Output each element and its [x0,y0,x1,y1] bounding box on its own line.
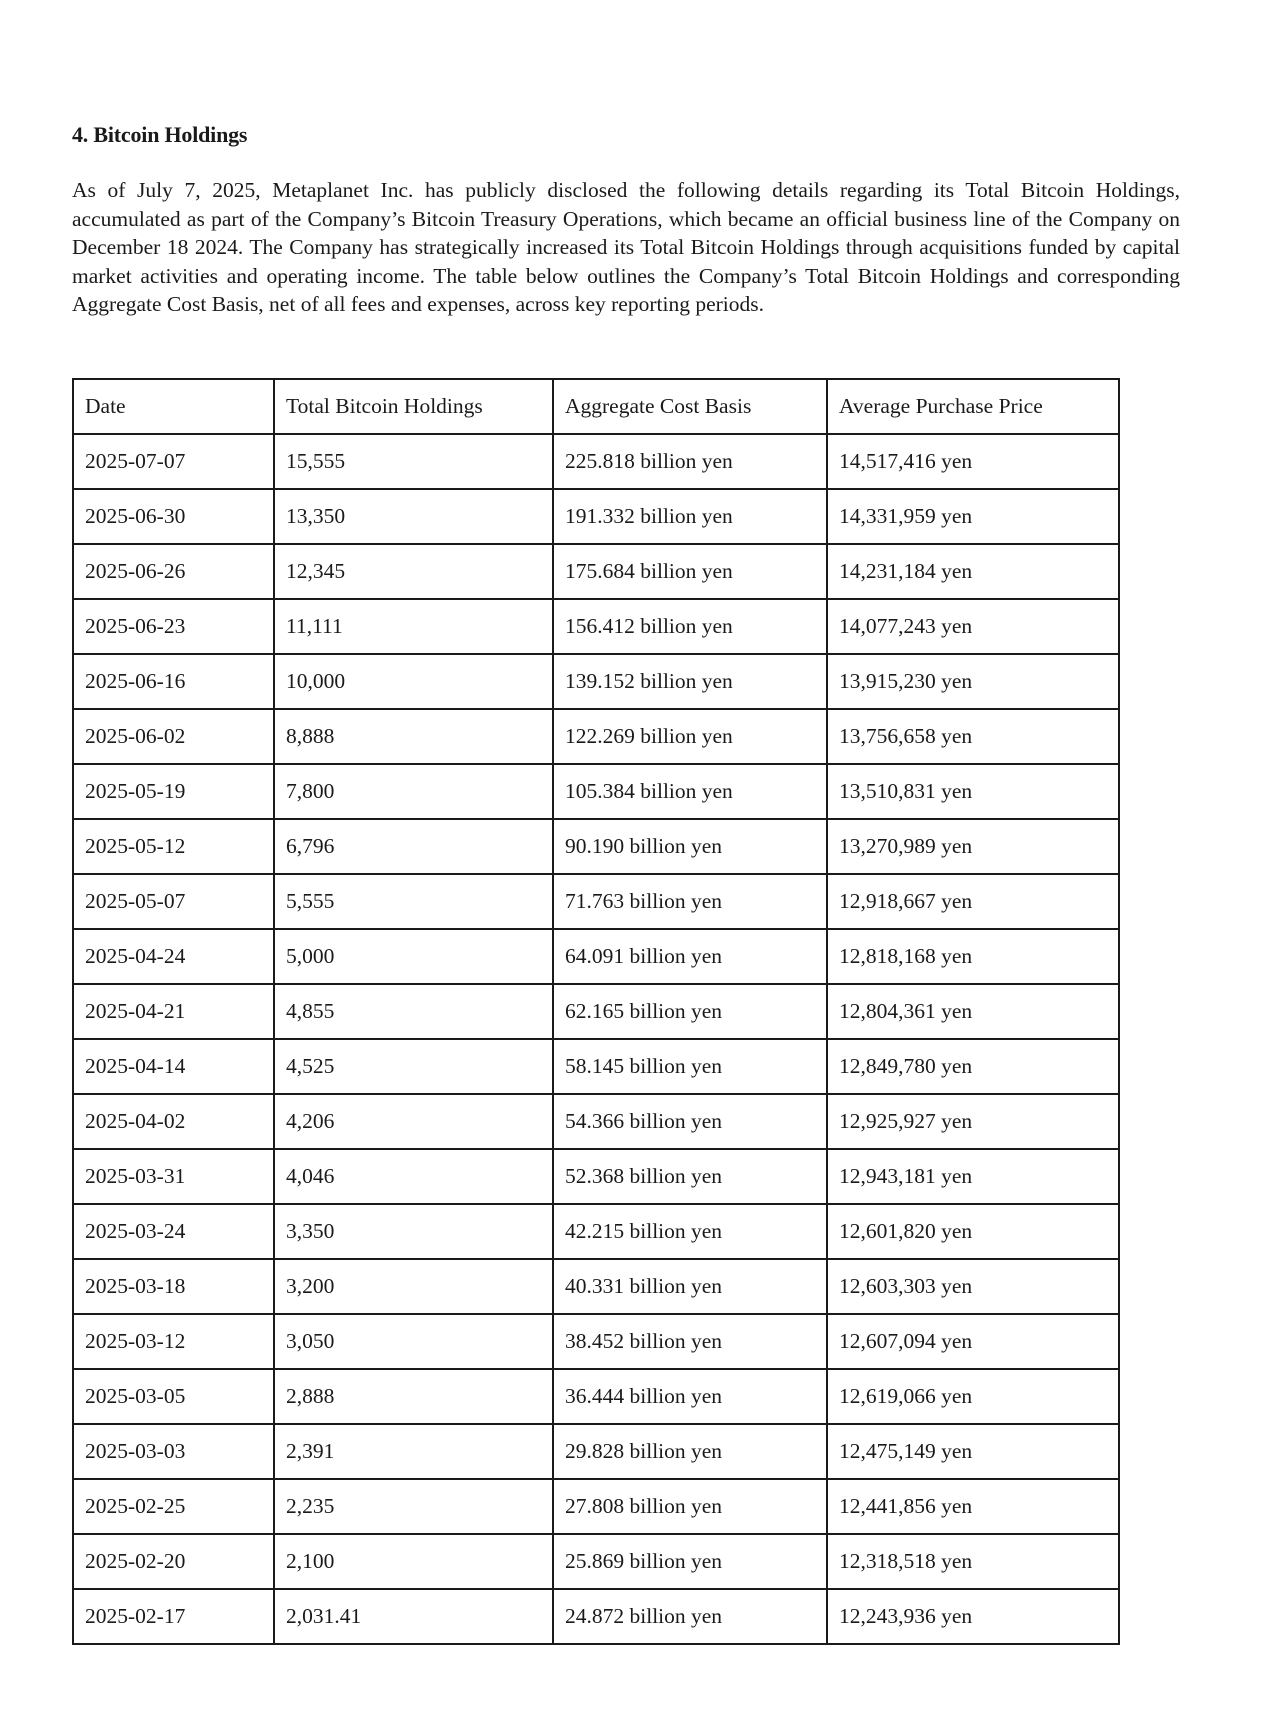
cell-date: 2025-05-12 [73,819,274,874]
table-body [73,434,1119,1644]
table-header-row [73,379,1119,434]
cell-date: 2025-06-30 [73,489,274,544]
cell-aggregate-cost-basis: 36.444 billion yen [553,1369,827,1424]
table-row [73,1094,1119,1149]
table-row [73,654,1119,709]
table-row [73,1149,1119,1204]
cell-average-purchase-price: 12,603,303 yen [827,1259,1119,1314]
table-row [73,764,1119,819]
cell-date: 2025-06-26 [73,544,274,599]
cell-total-bitcoin-holdings: 12,345 [274,544,553,599]
cell-average-purchase-price: 13,915,230 yen [827,654,1119,709]
header-aggregate-cost-basis: Aggregate Cost Basis [553,379,827,434]
cell-aggregate-cost-basis: 64.091 billion yen [553,929,827,984]
cell-total-bitcoin-holdings: 2,100 [274,1534,553,1589]
cell-date: 2025-06-23 [73,599,274,654]
section-title: 4. Bitcoin Holdings [72,122,248,147]
cell-total-bitcoin-holdings: 10,000 [274,654,553,709]
cell-average-purchase-price: 14,331,959 yen [827,489,1119,544]
cell-total-bitcoin-holdings: 8,888 [274,709,553,764]
table-row [73,1479,1119,1534]
cell-aggregate-cost-basis: 58.145 billion yen [553,1039,827,1094]
cell-date: 2025-03-31 [73,1149,274,1204]
cell-average-purchase-price: 12,441,856 yen [827,1479,1119,1534]
table-row [73,599,1119,654]
cell-average-purchase-price: 13,510,831 yen [827,764,1119,819]
cell-aggregate-cost-basis: 225.818 billion yen [553,434,827,489]
cell-date: 2025-02-20 [73,1534,274,1589]
cell-date: 2025-06-02 [73,709,274,764]
cell-total-bitcoin-holdings: 4,855 [274,984,553,1039]
cell-aggregate-cost-basis: 29.828 billion yen [553,1424,827,1479]
cell-total-bitcoin-holdings: 3,350 [274,1204,553,1259]
cell-date: 2025-03-03 [73,1424,274,1479]
cell-total-bitcoin-holdings: 3,050 [274,1314,553,1369]
cell-aggregate-cost-basis: 27.808 billion yen [553,1479,827,1534]
cell-aggregate-cost-basis: 42.215 billion yen [553,1204,827,1259]
cell-average-purchase-price: 12,601,820 yen [827,1204,1119,1259]
cell-average-purchase-price: 14,517,416 yen [827,434,1119,489]
cell-date: 2025-07-07 [73,434,274,489]
cell-average-purchase-price: 12,475,149 yen [827,1424,1119,1479]
cell-aggregate-cost-basis: 54.366 billion yen [553,1094,827,1149]
cell-date: 2025-05-07 [73,874,274,929]
table-row [73,1039,1119,1094]
document-page [72,122,1180,319]
table-row [73,1204,1119,1259]
cell-total-bitcoin-holdings: 2,391 [274,1424,553,1479]
table-row [73,489,1119,544]
bitcoin-holdings-table [72,378,1120,1645]
table-row [73,434,1119,489]
cell-average-purchase-price: 12,607,094 yen [827,1314,1119,1369]
cell-aggregate-cost-basis: 52.368 billion yen [553,1149,827,1204]
cell-total-bitcoin-holdings: 4,525 [274,1039,553,1094]
cell-date: 2025-03-24 [73,1204,274,1259]
table-row [73,1424,1119,1479]
cell-total-bitcoin-holdings: 5,000 [274,929,553,984]
table-row [73,1259,1119,1314]
cell-aggregate-cost-basis: 156.412 billion yen [553,599,827,654]
cell-date: 2025-04-14 [73,1039,274,1094]
cell-average-purchase-price: 12,243,936 yen [827,1589,1119,1644]
header-total-bitcoin-holdings: Total Bitcoin Holdings [274,379,553,434]
cell-aggregate-cost-basis: 40.331 billion yen [553,1259,827,1314]
cell-date: 2025-06-16 [73,654,274,709]
cell-aggregate-cost-basis: 122.269 billion yen [553,709,827,764]
cell-average-purchase-price: 12,804,361 yen [827,984,1119,1039]
cell-date: 2025-03-05 [73,1369,274,1424]
table-row [73,1589,1119,1644]
cell-total-bitcoin-holdings: 2,235 [274,1479,553,1534]
cell-total-bitcoin-holdings: 15,555 [274,434,553,489]
cell-aggregate-cost-basis: 62.165 billion yen [553,984,827,1039]
cell-average-purchase-price: 13,270,989 yen [827,819,1119,874]
cell-aggregate-cost-basis: 105.384 billion yen [553,764,827,819]
table-row [73,929,1119,984]
table-row [73,984,1119,1039]
table-row [73,1534,1119,1589]
cell-average-purchase-price: 14,231,184 yen [827,544,1119,599]
cell-total-bitcoin-holdings: 4,046 [274,1149,553,1204]
cell-date: 2025-03-18 [73,1259,274,1314]
table-row [73,1369,1119,1424]
table-row [73,544,1119,599]
cell-total-bitcoin-holdings: 11,111 [274,599,553,654]
cell-aggregate-cost-basis: 90.190 billion yen [553,819,827,874]
cell-aggregate-cost-basis: 38.452 billion yen [553,1314,827,1369]
cell-aggregate-cost-basis: 25.869 billion yen [553,1534,827,1589]
cell-date: 2025-05-19 [73,764,274,819]
header-date: Date [73,379,274,434]
cell-aggregate-cost-basis: 139.152 billion yen [553,654,827,709]
cell-average-purchase-price: 12,925,927 yen [827,1094,1119,1149]
cell-average-purchase-price: 12,619,066 yen [827,1369,1119,1424]
cell-average-purchase-price: 13,756,658 yen [827,709,1119,764]
intro-paragraph: As of July 7, 2025, Metaplanet Inc. has publicly disclosed the following details regarding its Total Bitcoin Holdings, accumulated as part of the Company’s Bitcoin Treasury Operations, which became an official business line of the Company on December 18 2024. The Company has strategically increased its Total Bitcoin Holdings through acquisitions funded by capital market activities and operating income. The table below outlines the Company’s Total Bitcoin Holdings and corresponding Aggregate Cost Basis, net of all fees and expenses, across key reporting periods. [72,178,1180,317]
cell-total-bitcoin-holdings: 3,200 [274,1259,553,1314]
cell-average-purchase-price: 12,943,181 yen [827,1149,1119,1204]
cell-date: 2025-04-21 [73,984,274,1039]
header-average-purchase-price: Average Purchase Price [827,379,1119,434]
cell-average-purchase-price: 12,318,518 yen [827,1534,1119,1589]
cell-date: 2025-04-02 [73,1094,274,1149]
cell-total-bitcoin-holdings: 6,796 [274,819,553,874]
table-row [73,709,1119,764]
cell-total-bitcoin-holdings: 7,800 [274,764,553,819]
cell-total-bitcoin-holdings: 13,350 [274,489,553,544]
cell-total-bitcoin-holdings: 2,888 [274,1369,553,1424]
cell-average-purchase-price: 14,077,243 yen [827,599,1119,654]
cell-total-bitcoin-holdings: 2,031.41 [274,1589,553,1644]
cell-average-purchase-price: 12,818,168 yen [827,929,1119,984]
cell-date: 2025-02-17 [73,1589,274,1644]
cell-date: 2025-03-12 [73,1314,274,1369]
table-row [73,1314,1119,1369]
table-row [73,874,1119,929]
cell-aggregate-cost-basis: 175.684 billion yen [553,544,827,599]
cell-average-purchase-price: 12,918,667 yen [827,874,1119,929]
cell-average-purchase-price: 12,849,780 yen [827,1039,1119,1094]
cell-aggregate-cost-basis: 191.332 billion yen [553,489,827,544]
cell-total-bitcoin-holdings: 5,555 [274,874,553,929]
cell-aggregate-cost-basis: 24.872 billion yen [553,1589,827,1644]
cell-date: 2025-04-24 [73,929,274,984]
cell-total-bitcoin-holdings: 4,206 [274,1094,553,1149]
cell-date: 2025-02-25 [73,1479,274,1534]
cell-aggregate-cost-basis: 71.763 billion yen [553,874,827,929]
table-row [73,819,1119,874]
